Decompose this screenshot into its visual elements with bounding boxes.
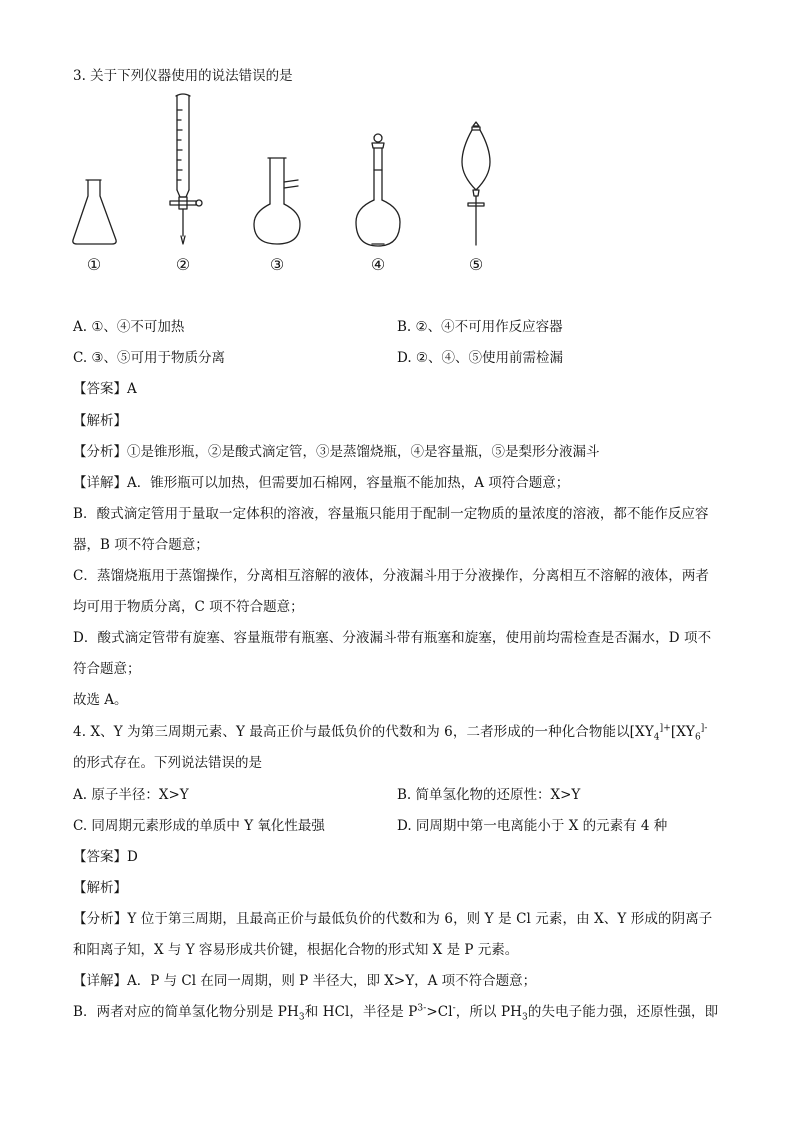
- q3-conclusion: 故选 A。: [73, 692, 128, 708]
- q3-stem: 3. 关于下列仪器使用的说法错误的是: [73, 68, 293, 84]
- q4-detail-b-sub-1: 3: [298, 1012, 305, 1023]
- q4-detail-a: 【详解】A．P 与 Cl 在同一周期，则 P 半径大，即 X>Y，A 项不符合题意；: [73, 973, 537, 989]
- q4-detail-b-sup-1: 3-: [417, 1003, 427, 1014]
- q3-option-c: C. ③、⑤可用于物质分离: [73, 350, 226, 366]
- q4-option-c: C. 同周期元素形成的单质中 Y 氧化性最强: [73, 818, 325, 834]
- q4-sup-minus: ]-: [700, 723, 708, 734]
- label-5: ⑤: [468, 255, 484, 274]
- distillation-flask-icon: [254, 158, 300, 244]
- apparatus-illustration: [0, 0, 794, 300]
- q4-option-b: B. 简单氢化物的还原性：X>Y: [397, 787, 581, 803]
- q4-stem-line1: [73, 723, 723, 741]
- q4-sub-6: 6: [694, 732, 701, 743]
- q4-detail-b-sub-2: 3: [522, 1012, 528, 1023]
- q4-answer: 【答案】D: [73, 849, 138, 865]
- q3-analysis: 【分析】①是锥形瓶，②是酸式滴定管，③是蒸馏烧瓶，④是容量瓶，⑤是梨形分液漏斗: [73, 444, 600, 460]
- q4-detail-b: [73, 1003, 723, 1021]
- q3-detail-d-line2: 符合题意；: [73, 661, 141, 677]
- q4-analysis-line2: 和阳离子知，X 与 Y 容易形成共价键，根据化合物的形式知 X 是 P 元素。: [73, 942, 519, 958]
- q4-sup-plus: ]+: [659, 723, 671, 734]
- label-1: ①: [86, 255, 102, 274]
- q3-detail-c-line1: C．蒸馏烧瓶用于蒸馏操作，分离相互溶解的液体，分液漏斗用于分液操作，分离相互不溶解的液体，两者: [73, 568, 710, 584]
- q3-option-b: B. ②、④不可用作反应容器: [397, 319, 563, 335]
- q4-stem-text-2: [XY: [670, 724, 695, 740]
- q3-detail-c-line2: 均可用于物质分离，C 项不符合题意；: [73, 599, 304, 615]
- conical-flask-icon: [73, 180, 116, 244]
- q4-option-d: D. 同周期中第一电离能小于 X 的元素有 4 种: [397, 818, 668, 834]
- burette-icon: [170, 94, 202, 244]
- q4-sub-4: 4: [653, 732, 660, 743]
- separatory-funnel-icon: [462, 122, 490, 245]
- label-2: ②: [175, 255, 191, 274]
- q4-detail-b-text-5: 的失电子能力强，还原性强，即: [527, 1004, 719, 1020]
- q4-stem-text: 4. X、Y 为第三周期元素、Y 最高正价与最低负价的代数和为 6，二者形成的一种化合物能以[XY: [73, 724, 654, 740]
- q3-detail-a: 【详解】A．锥形瓶可以加热，但需要加石棉网，容量瓶不能加热，A 项符合题意；: [73, 475, 570, 491]
- q4-stem-line2: 的形式存在。下列说法错误的是: [73, 755, 262, 771]
- q4-detail-b-text-2: 和 HCl，半径是 P: [304, 1004, 418, 1020]
- q4-detail-b-text-4: ，所以 PH: [455, 1004, 523, 1020]
- q4-detail-b-text-3: >Cl: [426, 1004, 453, 1020]
- q3-option-a: A. ①、④不可加热: [73, 319, 185, 335]
- q3-option-d: D. ②、④、⑤使用前需检漏: [397, 350, 564, 366]
- q4-analysis-line1: 【分析】Y 位于第三周期，且最高正价与最低负价的代数和为 6，则 Y 是 Cl 元素，由 X、Y 形成的阴离子: [73, 911, 713, 927]
- label-3: ③: [269, 255, 285, 274]
- q4-detail-b-sup-2: -: [452, 1003, 456, 1014]
- q4-detail-b-text-1: B．两者对应的简单氢化物分别是 PH: [73, 1004, 299, 1020]
- volumetric-flask-icon: [356, 134, 400, 246]
- q3-detail-d-line1: D．酸式滴定管带有旋塞、容量瓶带有瓶塞、分液漏斗带有瓶塞和旋塞，使用前均需检查是否漏水，D 项不: [73, 630, 712, 646]
- q3-detail-b-line2: 器，B 项不符合题意；: [73, 537, 209, 553]
- q3-detail-b-line1: B．酸式滴定管用于量取一定体积的溶液，容量瓶只能用于配制一定物质的量浓度的溶液，都不能作反应容: [73, 506, 709, 522]
- q3-analysis-heading: 【解析】: [73, 413, 127, 429]
- label-4: ④: [370, 255, 386, 274]
- q3-answer: 【答案】A: [73, 381, 137, 397]
- q4-option-a: A. 原子半径：X>Y: [73, 787, 189, 803]
- q4-analysis-heading: 【解析】: [73, 880, 127, 896]
